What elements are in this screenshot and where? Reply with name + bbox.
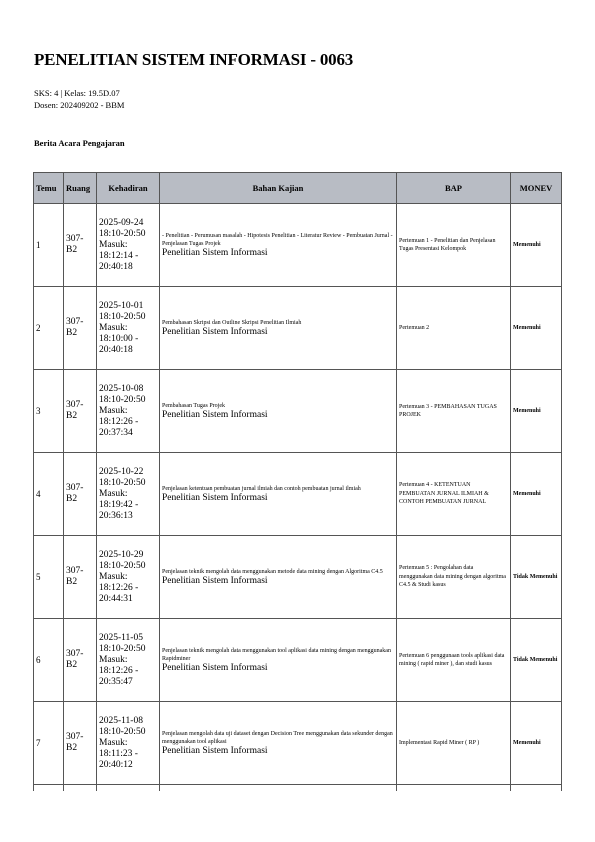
ruang-line: 307- [66,649,84,659]
ruang-line: 307- [66,566,84,576]
ruang-line: B2 [66,494,78,504]
kehadiran-cell [97,619,160,702]
section-title: Berita Acara Pengajaran [34,138,125,148]
bap-cell: Pertemuan 6 penggunaan tools aplikasi data mining ( rapid miner ), dan studi kasus [397,619,511,702]
kehadiran-line: 18:10-20:50 [99,311,146,322]
col-header-temu: Temu [34,173,64,204]
kehadiran-line: 20:36:13 [99,510,133,521]
kehadiran-line: 18:10:00 - [99,333,139,344]
ruang-line: B2 [66,245,78,255]
kehadiran-line: Masuk: [99,239,128,250]
kehadiran-line: 18:12:26 - [99,665,139,676]
ruang-cell [64,536,97,619]
table-row [34,370,562,453]
bahan-kajian-cell [160,702,397,785]
kehadiran-line: Masuk: [99,571,128,582]
course-name: Penelitian Sistem Informasi [162,745,268,756]
bahan-kajian-text: Pembahasan Skripsi dan Outline Skripsi Penelitian Ilmiah [162,319,302,326]
ruang-cell [64,453,97,536]
kehadiran-line: 2025-10-08 [99,383,144,394]
bahan-kajian-cell [160,204,397,287]
kehadiran-cell [97,370,160,453]
bahan-kajian-text: Penjelasan mengolah data uji dataset dengan Decision Tree menggunakan data sekunder dengan menggunakan tool aplikasi [162,730,393,745]
ruang-line: 307- [66,400,84,410]
ruang-line: B2 [66,577,78,587]
bahan-kajian-text: Penjelasan teknik mengolah data menggunakan tool aplikasi data mining dengan menggunakan Rapidminer [162,647,391,662]
kehadiran-line: 18:10-20:50 [99,560,146,571]
monev-cell: Memenuhi [511,702,562,785]
ruang-line: 307- [66,317,84,327]
bap-cell: Pertemuan 1 - Penelitian dan Penjelasan Tugas Presentasi Kelompok [397,204,511,287]
dosen-line: Dosen: 202409202 - BBM [34,100,125,110]
table-row [34,287,562,370]
ruang-line: B2 [66,743,78,753]
kehadiran-line: 2025-10-29 [99,549,144,560]
table-body [34,204,562,792]
col-header-ruang: Ruang [64,173,97,204]
ruang-line: B2 [66,328,78,338]
kehadiran-line: 2025-10-01 [99,300,144,311]
berita-acara-table [33,172,562,791]
bap-cell: Pertemuan 3 - PEMBAHASAN TUGAS PROJEK [397,370,511,453]
temu-cell: 3 [34,370,64,453]
page-title: PENELITIAN SISTEM INFORMASI - 0063 [34,50,354,69]
bahan-kajian-cell [160,619,397,702]
kehadiran-line: 18:12:14 - [99,250,139,261]
kehadiran-line: 18:12:26 - [99,416,139,427]
col-header-bap: BAP [397,173,511,204]
kehadiran-line: 2025-11-05 [99,632,143,643]
kehadiran-line: 2025-09-24 [99,217,144,228]
kehadiran-cell [97,536,160,619]
kehadiran-line: Masuk: [99,488,128,499]
ruang-line: 307- [66,234,84,244]
kehadiran-line: 18:12:26 - [99,582,139,593]
col-header-bahan-kajian: Bahan Kajian [160,173,397,204]
ruang-line: 307- [66,483,84,493]
bahan-kajian-cell [160,453,397,536]
ruang-cell [64,204,97,287]
course-name: Penelitian Sistem Informasi [162,575,268,586]
bahan-kajian-cell [160,536,397,619]
kehadiran-line: 18:10-20:50 [99,477,146,488]
kehadiran-line: Masuk: [99,654,128,665]
kehadiran-line: 20:40:18 [99,344,133,355]
kehadiran-cell [97,702,160,785]
course-name: Penelitian Sistem Informasi [162,409,268,420]
monev-cell: Memenuhi [511,453,562,536]
bahan-kajian-text: - Penelitian - Perumusan masalah - Hipotesis Penelitian - Literatur Review - Pembuatan Jurnal - Penjelasan Tugas Projek [162,232,393,247]
kehadiran-line: 20:35:47 [99,676,133,687]
ruang-line: B2 [66,411,78,421]
kehadiran-line: 20:44:31 [99,593,133,604]
kehadiran-line: 18:10-20:50 [99,726,146,737]
bahan-kajian-cell [160,370,397,453]
temu-cell: 2 [34,287,64,370]
bap-cell: Pertemuan 2 [397,287,511,370]
sks-kelas-line: SKS: 4 | Kelas: 19.5D.07 [34,88,120,98]
temu-cell: 6 [34,619,64,702]
bahan-kajian-text: Penjelasan teknik mengolah data menggunakan metode data mining dengan Algoritma C4.5 [162,568,383,575]
kehadiran-line: 18:11:23 - [99,748,138,759]
col-header-monev: MONEV [511,173,562,204]
bap-cell: Pertemuan 5 : Pengolahan data menggunakan data mining dengan algoritma C4.5 & Studi kasus [397,536,511,619]
temu-cell: 7 [34,702,64,785]
kehadiran-line: 2025-10-22 [99,466,144,477]
monev-cell: Memenuhi [511,287,562,370]
temu-cell: 4 [34,453,64,536]
kehadiran-line: 20:40:12 [99,759,133,770]
bap-cell: Implementasi Rapid Miner ( RP ) [397,702,511,785]
kehadiran-line: 18:19:42 - [99,499,139,510]
bahan-kajian-text: Penjelasan ketentuan pembuatan jurnal ilmiah dan contoh pembuatan jurnal ilmiah [162,485,361,492]
kehadiran-line: 18:10-20:50 [99,643,146,654]
ruang-cell [64,287,97,370]
table-row [34,204,562,287]
kehadiran-line: 20:40:18 [99,261,133,272]
kehadiran-line: 2025-11-08 [99,715,143,726]
col-header-kehadiran: Kehadiran [97,173,160,204]
kehadiran-cell [97,287,160,370]
temu-cell: 1 [34,204,64,287]
ruang-line: 307- [66,732,84,742]
monev-cell: Tidak Memenuhi [511,536,562,619]
kehadiran-line: Masuk: [99,737,128,748]
monev-cell: Tidak Memenuhi [511,619,562,702]
table-row [34,619,562,702]
kehadiran-cell [97,453,160,536]
ruang-cell [64,702,97,785]
monev-cell: Memenuhi [511,370,562,453]
ruang-cell [64,370,97,453]
monev-cell: Memenuhi [511,204,562,287]
kehadiran-line: 20:37:34 [99,427,133,438]
course-name: Penelitian Sistem Informasi [162,247,268,258]
table-row [34,453,562,536]
ruang-cell [64,619,97,702]
kehadiran-cell [97,204,160,287]
kehadiran-line: Masuk: [99,405,128,416]
temu-cell: 5 [34,536,64,619]
course-name: Penelitian Sistem Informasi [162,326,268,337]
table-row [34,702,562,785]
bahan-kajian-text: Pembahasan Tugas Projek [162,402,225,409]
table-row [34,536,562,619]
kehadiran-line: 18:10-20:50 [99,394,146,405]
bahan-kajian-cell [160,287,397,370]
course-name: Penelitian Sistem Informasi [162,492,268,503]
bap-cell: Pertemuan 4 - KETENTUAN PEMBUATAN JURNAL ILMIAH & CONTOH PEMBUATAN JURNAL [397,453,511,536]
kehadiran-line: Masuk: [99,322,128,333]
table-header-row [34,173,562,204]
table-row-continued [34,785,562,792]
ruang-line: B2 [66,660,78,670]
course-name: Penelitian Sistem Informasi [162,662,268,673]
kehadiran-line: 18:10-20:50 [99,228,146,239]
